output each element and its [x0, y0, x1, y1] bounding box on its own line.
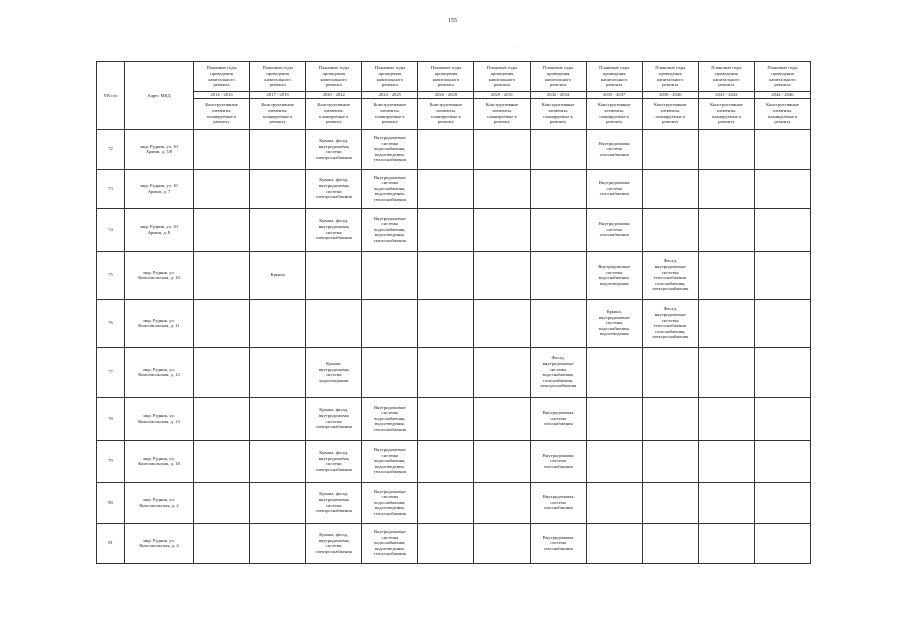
row-period-cell [306, 251, 362, 299]
row-period-cell: Внутридомовая система газоснабжения [530, 482, 586, 523]
row-period-cell [642, 347, 698, 397]
table-row [97, 169, 811, 208]
table-row [97, 397, 811, 440]
row-period-cell [194, 440, 250, 482]
table-row [97, 251, 811, 299]
row-period-cell [698, 169, 754, 208]
row-period-cell [474, 169, 530, 208]
scan-speck: · [514, 45, 516, 50]
row-period-cell [754, 397, 810, 440]
row-period-cell [418, 129, 474, 169]
header-elements-label: Конструктивные элементы, планируемые к ремонту [194, 98, 250, 129]
table-header [97, 62, 811, 130]
row-period-cell [250, 523, 306, 563]
row-period-cell [586, 347, 642, 397]
row-period-cell: Крыша, внутридомовая система водоотведения [306, 347, 362, 397]
row-period-cell [418, 251, 474, 299]
row-address: мкр. Рудник, ул. 10 Армии, д. 5/8 [125, 129, 194, 169]
row-period-cell [586, 482, 642, 523]
row-period-cell [250, 208, 306, 251]
row-period-cell [586, 440, 642, 482]
row-period-cell [754, 208, 810, 251]
header-period-label: Плановые годы проведения капитального ремонта [698, 62, 754, 92]
row-period-cell [642, 208, 698, 251]
row-period-cell [754, 347, 810, 397]
row-address: мкр. Рудник, ул. Комсомольская, д. 10 [125, 251, 194, 299]
header-period-years: 2014 - 2016 [194, 92, 250, 99]
header-elements-label: Конструктивные элементы, планируемые к ремонту [362, 98, 418, 129]
row-number: 75 [97, 251, 125, 299]
row-period-cell [194, 299, 250, 347]
header-elements-label: Конструктивные элементы, планируемые к ремонту [698, 98, 754, 129]
header-address: Адрес МКД [125, 62, 194, 130]
row-period-cell [754, 523, 810, 563]
row-period-cell: Внутридомовая система газоснабжения [530, 397, 586, 440]
row-address: мкр. Рудник, ул. 10 Армии, д. 7 [125, 169, 194, 208]
row-period-cell [754, 169, 810, 208]
header-period-label: Плановые годы проведения капитального ремонта [474, 62, 530, 92]
row-period-cell: Крыша, фасад, внутридомовая система электроснабжения [306, 482, 362, 523]
row-period-cell [586, 523, 642, 563]
header-period-label: Плановые годы проведения капитального ремонта [250, 62, 306, 92]
row-period-cell [474, 299, 530, 347]
row-period-cell [530, 129, 586, 169]
row-period-cell [250, 347, 306, 397]
header-period-label: Плановые годы проведения капитального ремонта [362, 62, 418, 92]
row-period-cell [754, 251, 810, 299]
row-period-cell [474, 523, 530, 563]
row-period-cell: Внутридомовые системы водоснабжения, водоотведения, теплоснабжения [362, 482, 418, 523]
row-period-cell [642, 440, 698, 482]
row-period-cell [474, 129, 530, 169]
header-period-label: Плановые годы проведения капитального ремонта [306, 62, 362, 92]
row-period-cell [250, 129, 306, 169]
row-period-cell: Крыша, внутридомовые системы водоснабжения, водоотведения [586, 299, 642, 347]
row-period-cell [586, 397, 642, 440]
header-elements-label: Конструктивные элементы, планируемые к ремонту [474, 98, 530, 129]
row-period-cell [418, 397, 474, 440]
row-period-cell [698, 482, 754, 523]
header-period-years: 2026 - 2028 [418, 92, 474, 99]
row-period-cell [642, 523, 698, 563]
row-period-cell [362, 299, 418, 347]
row-period-cell [642, 169, 698, 208]
row-period-cell [530, 169, 586, 208]
header-elements-label: Конструктивные элементы, планируемые к ремонту [586, 98, 642, 129]
row-period-cell [194, 169, 250, 208]
row-period-cell: Внутридомовые системы водоснабжения, водоотведения, теплоснабжения [362, 208, 418, 251]
header-elements-label: Конструктивные элементы, планируемые к ремонту [754, 98, 810, 129]
row-period-cell [194, 129, 250, 169]
row-period-cell [250, 482, 306, 523]
row-address: мкр. Рудник, ул. Комсомольская, д. 18 [125, 440, 194, 482]
row-period-cell [698, 440, 754, 482]
row-period-cell [194, 251, 250, 299]
header-period-label: Плановые годы проведения капитального ремонта [194, 62, 250, 92]
table-row [97, 440, 811, 482]
row-period-cell [418, 482, 474, 523]
row-period-cell [698, 347, 754, 397]
header-elements-label: Конструктивные элементы, планируемые к ремонту [306, 98, 362, 129]
header-period-label: Плановые годы проведения капитального ремонта [586, 62, 642, 92]
row-period-cell [698, 129, 754, 169]
row-period-cell [474, 347, 530, 397]
header-period-label: Плановые годы проведения капитального ремонта [642, 62, 698, 92]
repair-schedule-table [96, 61, 811, 564]
row-period-cell: Внутридомовые системы водоснабжения, водоотведения, теплоснабжения [362, 169, 418, 208]
row-period-cell: Крыша, фасад, внутридомовая система электроснабжения [306, 523, 362, 563]
row-period-cell [194, 523, 250, 563]
row-period-cell [698, 299, 754, 347]
row-period-cell [250, 169, 306, 208]
header-elements-label: Конструктивные элементы, планируемые к ремонту [530, 98, 586, 129]
header-period-years: 2020 - 2022 [306, 92, 362, 99]
table-row [97, 129, 811, 169]
row-period-cell [698, 251, 754, 299]
row-address: мкр. Рудник, ул. Комсомольская, д. 4 [125, 523, 194, 563]
row-number: 77 [97, 347, 125, 397]
row-address: мкр. Рудник, ул. 10 Армии, д. 8 [125, 208, 194, 251]
row-period-cell [698, 523, 754, 563]
row-period-cell [530, 208, 586, 251]
header-period-label: Плановые годы проведения капитального ремонта [418, 62, 474, 92]
header-period-years: 2041 - 2043 [698, 92, 754, 99]
row-address: мкр. Рудник, ул. Комсомольская, д. 14 [125, 397, 194, 440]
row-period-cell [194, 397, 250, 440]
row-period-cell [474, 397, 530, 440]
header-period-years: 2038 - 2040 [642, 92, 698, 99]
row-period-cell [362, 251, 418, 299]
header-period-years: 2017 - 2019 [250, 92, 306, 99]
row-number: 72 [97, 129, 125, 169]
row-period-cell [418, 347, 474, 397]
row-period-cell [194, 208, 250, 251]
row-period-cell: Крыша, фасад, внутридомовая система электроснабжения [306, 440, 362, 482]
table-row [97, 347, 811, 397]
row-period-cell [530, 299, 586, 347]
header-period-label: Плановые годы проведения капитального ремонта [530, 62, 586, 92]
row-period-cell [754, 129, 810, 169]
table-row [97, 482, 811, 523]
row-period-cell [530, 251, 586, 299]
row-period-cell: Внутридомовая система газоснабжения [586, 169, 642, 208]
table-row [97, 299, 811, 347]
row-period-cell [250, 299, 306, 347]
row-number: 78 [97, 397, 125, 440]
row-number: 74 [97, 208, 125, 251]
row-period-cell: Внутридомовые системы водоснабжения, водоотведения, теплоснабжения [362, 440, 418, 482]
header-period-years: 2029 - 2031 [474, 92, 530, 99]
row-address: мкр. Рудник, ул. Комсомольская, д. 12 [125, 347, 194, 397]
row-period-cell: Фасад, внутридомовые системы водоснабжения, газоснабжения, электроснабжения [530, 347, 586, 397]
row-address: мкр. Рудник, ул. Комсомольская, д. 2 [125, 482, 194, 523]
row-period-cell: Крыша, фасад, внутридомовая система электроснабжения [306, 169, 362, 208]
row-period-cell [754, 299, 810, 347]
row-address: мкр. Рудник, ул. Комсомольская, д. 11 [125, 299, 194, 347]
header-period-years: 2023 - 2025 [362, 92, 418, 99]
row-period-cell [250, 397, 306, 440]
table-row [97, 523, 811, 563]
row-period-cell [754, 440, 810, 482]
row-period-cell [418, 169, 474, 208]
row-period-cell [418, 523, 474, 563]
row-period-cell: Крыша, фасад, внутридомовая система электроснабжения [306, 397, 362, 440]
row-period-cell: Внутридомовые системы водоснабжения, водоотведения [586, 251, 642, 299]
header-period-years: 2044 - 2046 [754, 92, 810, 99]
row-period-cell [698, 208, 754, 251]
row-period-cell: Крыша [250, 251, 306, 299]
row-period-cell [474, 251, 530, 299]
row-number: 76 [97, 299, 125, 347]
row-period-cell: Внутридомовая система газоснабжения [586, 208, 642, 251]
row-period-cell [474, 482, 530, 523]
row-period-cell [418, 440, 474, 482]
row-period-cell [642, 129, 698, 169]
row-period-cell [698, 397, 754, 440]
row-period-cell: Внутридомовая система газоснабжения [530, 440, 586, 482]
page-number: 155 [448, 18, 457, 24]
table-row [97, 208, 811, 251]
header-period-label: Плановые годы проведения капитального ремонта [754, 62, 810, 92]
row-period-cell [642, 397, 698, 440]
row-period-cell [362, 347, 418, 397]
row-number: 81 [97, 523, 125, 563]
header-period-years: 2035 - 2037 [586, 92, 642, 99]
header-elements-label: Конструктивные элементы, планируемые к ремонту [418, 98, 474, 129]
row-period-cell: Фасад, внутридомовые системы теплоснабжения, газоснабжения, электроснабжения [642, 299, 698, 347]
row-number: 79 [97, 440, 125, 482]
row-period-cell [642, 482, 698, 523]
row-period-cell: Крыша, фасад, внутридомовая система электроснабжения [306, 208, 362, 251]
row-number: 73 [97, 169, 125, 208]
row-period-cell: Крыша, фасад, внутридомовая система электроснабжения [306, 129, 362, 169]
header-elements-label: Конструктивные элементы, планируемые к ремонту [250, 98, 306, 129]
row-period-cell: Внутридомовые системы водоснабжения, водоотведения, теплоснабжения [362, 129, 418, 169]
row-period-cell: Внутридомовые системы водоснабжения, водоотведения, теплоснабжения [362, 397, 418, 440]
row-period-cell: Фасад, внутридомовые системы теплоснабжения, газоснабжения, электроснабжения [642, 251, 698, 299]
row-period-cell [474, 440, 530, 482]
row-number: 80 [97, 482, 125, 523]
row-period-cell [754, 482, 810, 523]
row-period-cell [418, 299, 474, 347]
row-period-cell [250, 440, 306, 482]
row-period-cell [306, 299, 362, 347]
table-body [97, 129, 811, 563]
header-num: NN п/п [97, 62, 125, 130]
header-period-years: 2032 - 2034 [530, 92, 586, 99]
row-period-cell [194, 482, 250, 523]
row-period-cell: Внутридомовые системы водоснабжения, водоотведения, теплоснабжения [362, 523, 418, 563]
row-period-cell: Внутридомовая система газоснабжения [586, 129, 642, 169]
row-period-cell [418, 208, 474, 251]
header-elements-label: Конструктивные элементы, планируемые к ремонту [642, 98, 698, 129]
row-period-cell [194, 347, 250, 397]
row-period-cell: Внутридомовая система газоснабжения [530, 523, 586, 563]
row-period-cell [474, 208, 530, 251]
